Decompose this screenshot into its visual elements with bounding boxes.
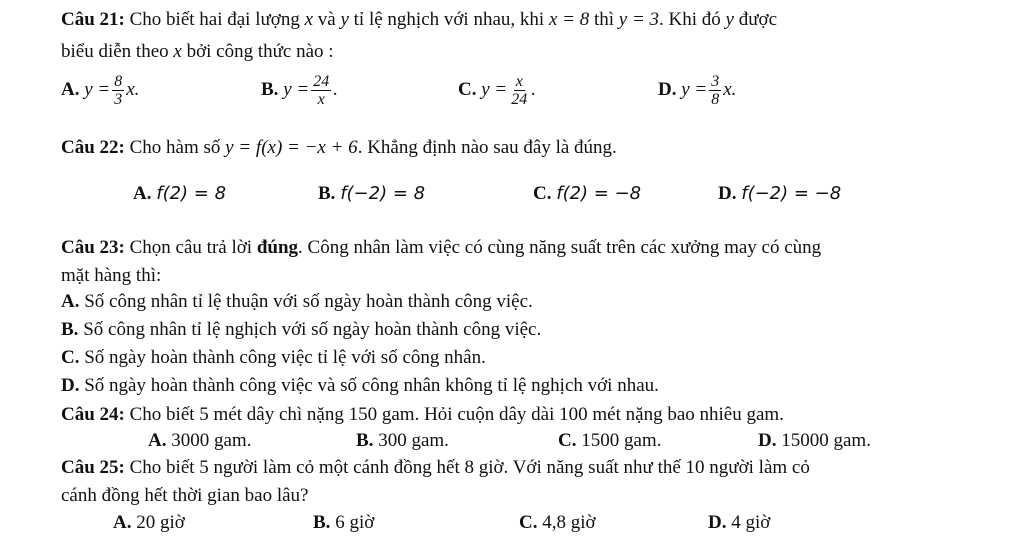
q21-option-a[interactable] xyxy=(61,70,139,110)
denominator: 8 xyxy=(711,91,720,109)
option-text: f(2) = 8 xyxy=(156,183,227,204)
option-label: D. xyxy=(658,79,677,100)
fraction xyxy=(709,73,721,108)
option-text: f(−2) = 8 xyxy=(340,183,426,204)
q23-option-a[interactable] xyxy=(61,290,533,314)
option-text: 1500 gam. xyxy=(581,430,662,451)
q21-then: thì xyxy=(593,9,615,30)
q25-label: Câu 25: xyxy=(61,457,125,478)
q23-stem-part1: Chọn câu trả lời xyxy=(129,237,253,258)
q25-option-a[interactable] xyxy=(113,511,185,535)
option-lhs: y = xyxy=(481,79,508,100)
q21-stem-part1: Cho biết hai đại lượng xyxy=(129,9,300,30)
q22-stem-part1: Cho hàm số xyxy=(129,137,221,158)
fraction xyxy=(311,73,331,108)
option-text: f(2) = −8 xyxy=(556,183,642,204)
numerator: 3 xyxy=(711,73,720,91)
q21-var-y: y xyxy=(340,9,349,30)
q21-option-b[interactable] xyxy=(261,70,338,110)
q25-stem-text: Cho biết 5 người làm cỏ một cánh đồng hết 8 giờ. Với năng suất như thế 10 người làm cỏ xyxy=(129,457,810,478)
option-lhs: y = xyxy=(681,79,708,100)
q23-stem-part2: . Công nhân làm việc có cùng năng suất trên các xưởng may có cùng xyxy=(298,237,822,258)
q21-var-y-2: y xyxy=(725,9,734,30)
q25-stem-line2: cánh đồng hết thời gian bao lâu? xyxy=(61,485,309,506)
option-text: 6 giờ xyxy=(335,512,375,533)
option-text: Số ngày hoàn thành công việc tỉ lệ với số công nhân. xyxy=(84,347,486,368)
q22-stem-part2: . Khẳng định nào sau đây là đúng. xyxy=(357,137,617,158)
option-text: 300 gam. xyxy=(378,430,449,451)
option-label: C. xyxy=(519,512,538,533)
fraction xyxy=(112,73,124,108)
q23-option-d[interactable] xyxy=(61,374,659,398)
q21-stem-part2: tỉ lệ nghịch với nhau, khi xyxy=(353,9,545,30)
q25-stem xyxy=(61,456,810,480)
numerator: 24 xyxy=(313,73,330,91)
numerator: 8 xyxy=(114,73,123,91)
q21-var-x: x xyxy=(304,9,314,30)
option-label: B. xyxy=(313,512,331,533)
q24-option-d[interactable] xyxy=(758,429,871,453)
fraction xyxy=(509,73,529,108)
option-label: A. xyxy=(148,430,167,451)
option-label: D. xyxy=(718,183,737,204)
option-text: Số ngày hoàn thành công việc và số công nhân không tỉ lệ nghịch với nhau. xyxy=(84,375,659,396)
denominator: x xyxy=(317,91,325,109)
q24-label: Câu 24: xyxy=(61,404,125,425)
option-label: A. xyxy=(61,291,80,312)
option-label: D. xyxy=(61,375,80,396)
q25-option-d[interactable] xyxy=(708,511,770,535)
option-label: D. xyxy=(758,430,777,451)
q21-option-d[interactable] xyxy=(658,70,736,110)
q21-and: và xyxy=(317,9,336,30)
q21-stem xyxy=(61,8,777,32)
option-text: 4 giờ xyxy=(731,512,771,533)
option-tail: . xyxy=(531,79,536,100)
option-label: B. xyxy=(318,183,336,204)
q24-option-a[interactable] xyxy=(148,429,251,453)
q23-stem-line2: mặt hàng thì: xyxy=(61,265,162,286)
option-text: f(−2) = −8 xyxy=(741,183,842,204)
option-text: Số công nhân tỉ lệ thuận với số ngày hoàn thành công việc. xyxy=(84,291,533,312)
q25-option-c[interactable] xyxy=(519,511,596,535)
q23-option-b[interactable] xyxy=(61,318,541,342)
option-label: C. xyxy=(533,183,552,204)
q24-option-c[interactable] xyxy=(558,429,661,453)
q21-line2b: bởi công thức nào : xyxy=(186,41,334,62)
option-label: C. xyxy=(458,79,477,100)
q22-stem xyxy=(61,136,617,160)
q21-stem-part4: được xyxy=(738,9,777,30)
option-text: Số công nhân tỉ lệ nghịch với số ngày hoàn thành công việc. xyxy=(83,319,542,340)
option-lhs: y = xyxy=(283,79,310,100)
q22-option-a[interactable] xyxy=(133,182,226,206)
option-label: B. xyxy=(261,79,279,100)
q22-option-c[interactable] xyxy=(533,182,641,206)
q21-line2: biểu diễn theo xyxy=(61,41,169,62)
option-text: 15000 gam. xyxy=(781,430,871,451)
denominator: 24 xyxy=(511,91,528,109)
option-tail: x. xyxy=(723,79,737,100)
q21-cond-x: x = 8 xyxy=(548,9,590,30)
option-label: A. xyxy=(113,512,132,533)
option-text: 3000 gam. xyxy=(171,430,252,451)
q24-stem-text: Cho biết 5 mét dây chì nặng 150 gam. Hỏi cuộn dây dài 100 mét nặng bao nhiêu gam. xyxy=(129,404,784,425)
q21-label: Câu 21: xyxy=(61,9,125,30)
option-label: B. xyxy=(61,319,79,340)
option-tail: . xyxy=(333,79,338,100)
q23-label: Câu 23: xyxy=(61,237,125,258)
option-label: B. xyxy=(356,430,374,451)
numerator: x xyxy=(515,73,523,91)
q21-cond-y: y = 3 xyxy=(618,9,660,30)
q21-option-c[interactable] xyxy=(458,70,536,110)
q21-stem-line2 xyxy=(61,40,334,64)
option-label: C. xyxy=(558,430,577,451)
option-label: C. xyxy=(61,347,80,368)
option-label: A. xyxy=(61,79,80,100)
q21-stem-part3: . Khi đó xyxy=(659,9,721,30)
q22-formula: y = f(x) = −x + 6 xyxy=(225,137,358,158)
q22-option-b[interactable] xyxy=(318,182,425,206)
option-tail: x. xyxy=(126,79,140,100)
denominator: 3 xyxy=(114,91,123,109)
q24-option-b[interactable] xyxy=(356,429,449,453)
q21-var-x-2: x xyxy=(173,41,182,62)
option-label: A. xyxy=(133,183,152,204)
option-lhs: y = xyxy=(84,79,111,100)
option-label: D. xyxy=(708,512,727,533)
q24-stem xyxy=(61,403,784,427)
option-text: 4,8 giờ xyxy=(542,512,596,533)
q23-stem xyxy=(61,236,821,260)
q22-option-d[interactable] xyxy=(718,182,841,206)
option-text: 20 giờ xyxy=(136,512,185,533)
q23-emphasis: đúng xyxy=(256,237,299,258)
q23-option-c[interactable] xyxy=(61,346,486,370)
q25-option-b[interactable] xyxy=(313,511,374,535)
q22-label: Câu 22: xyxy=(61,137,125,158)
